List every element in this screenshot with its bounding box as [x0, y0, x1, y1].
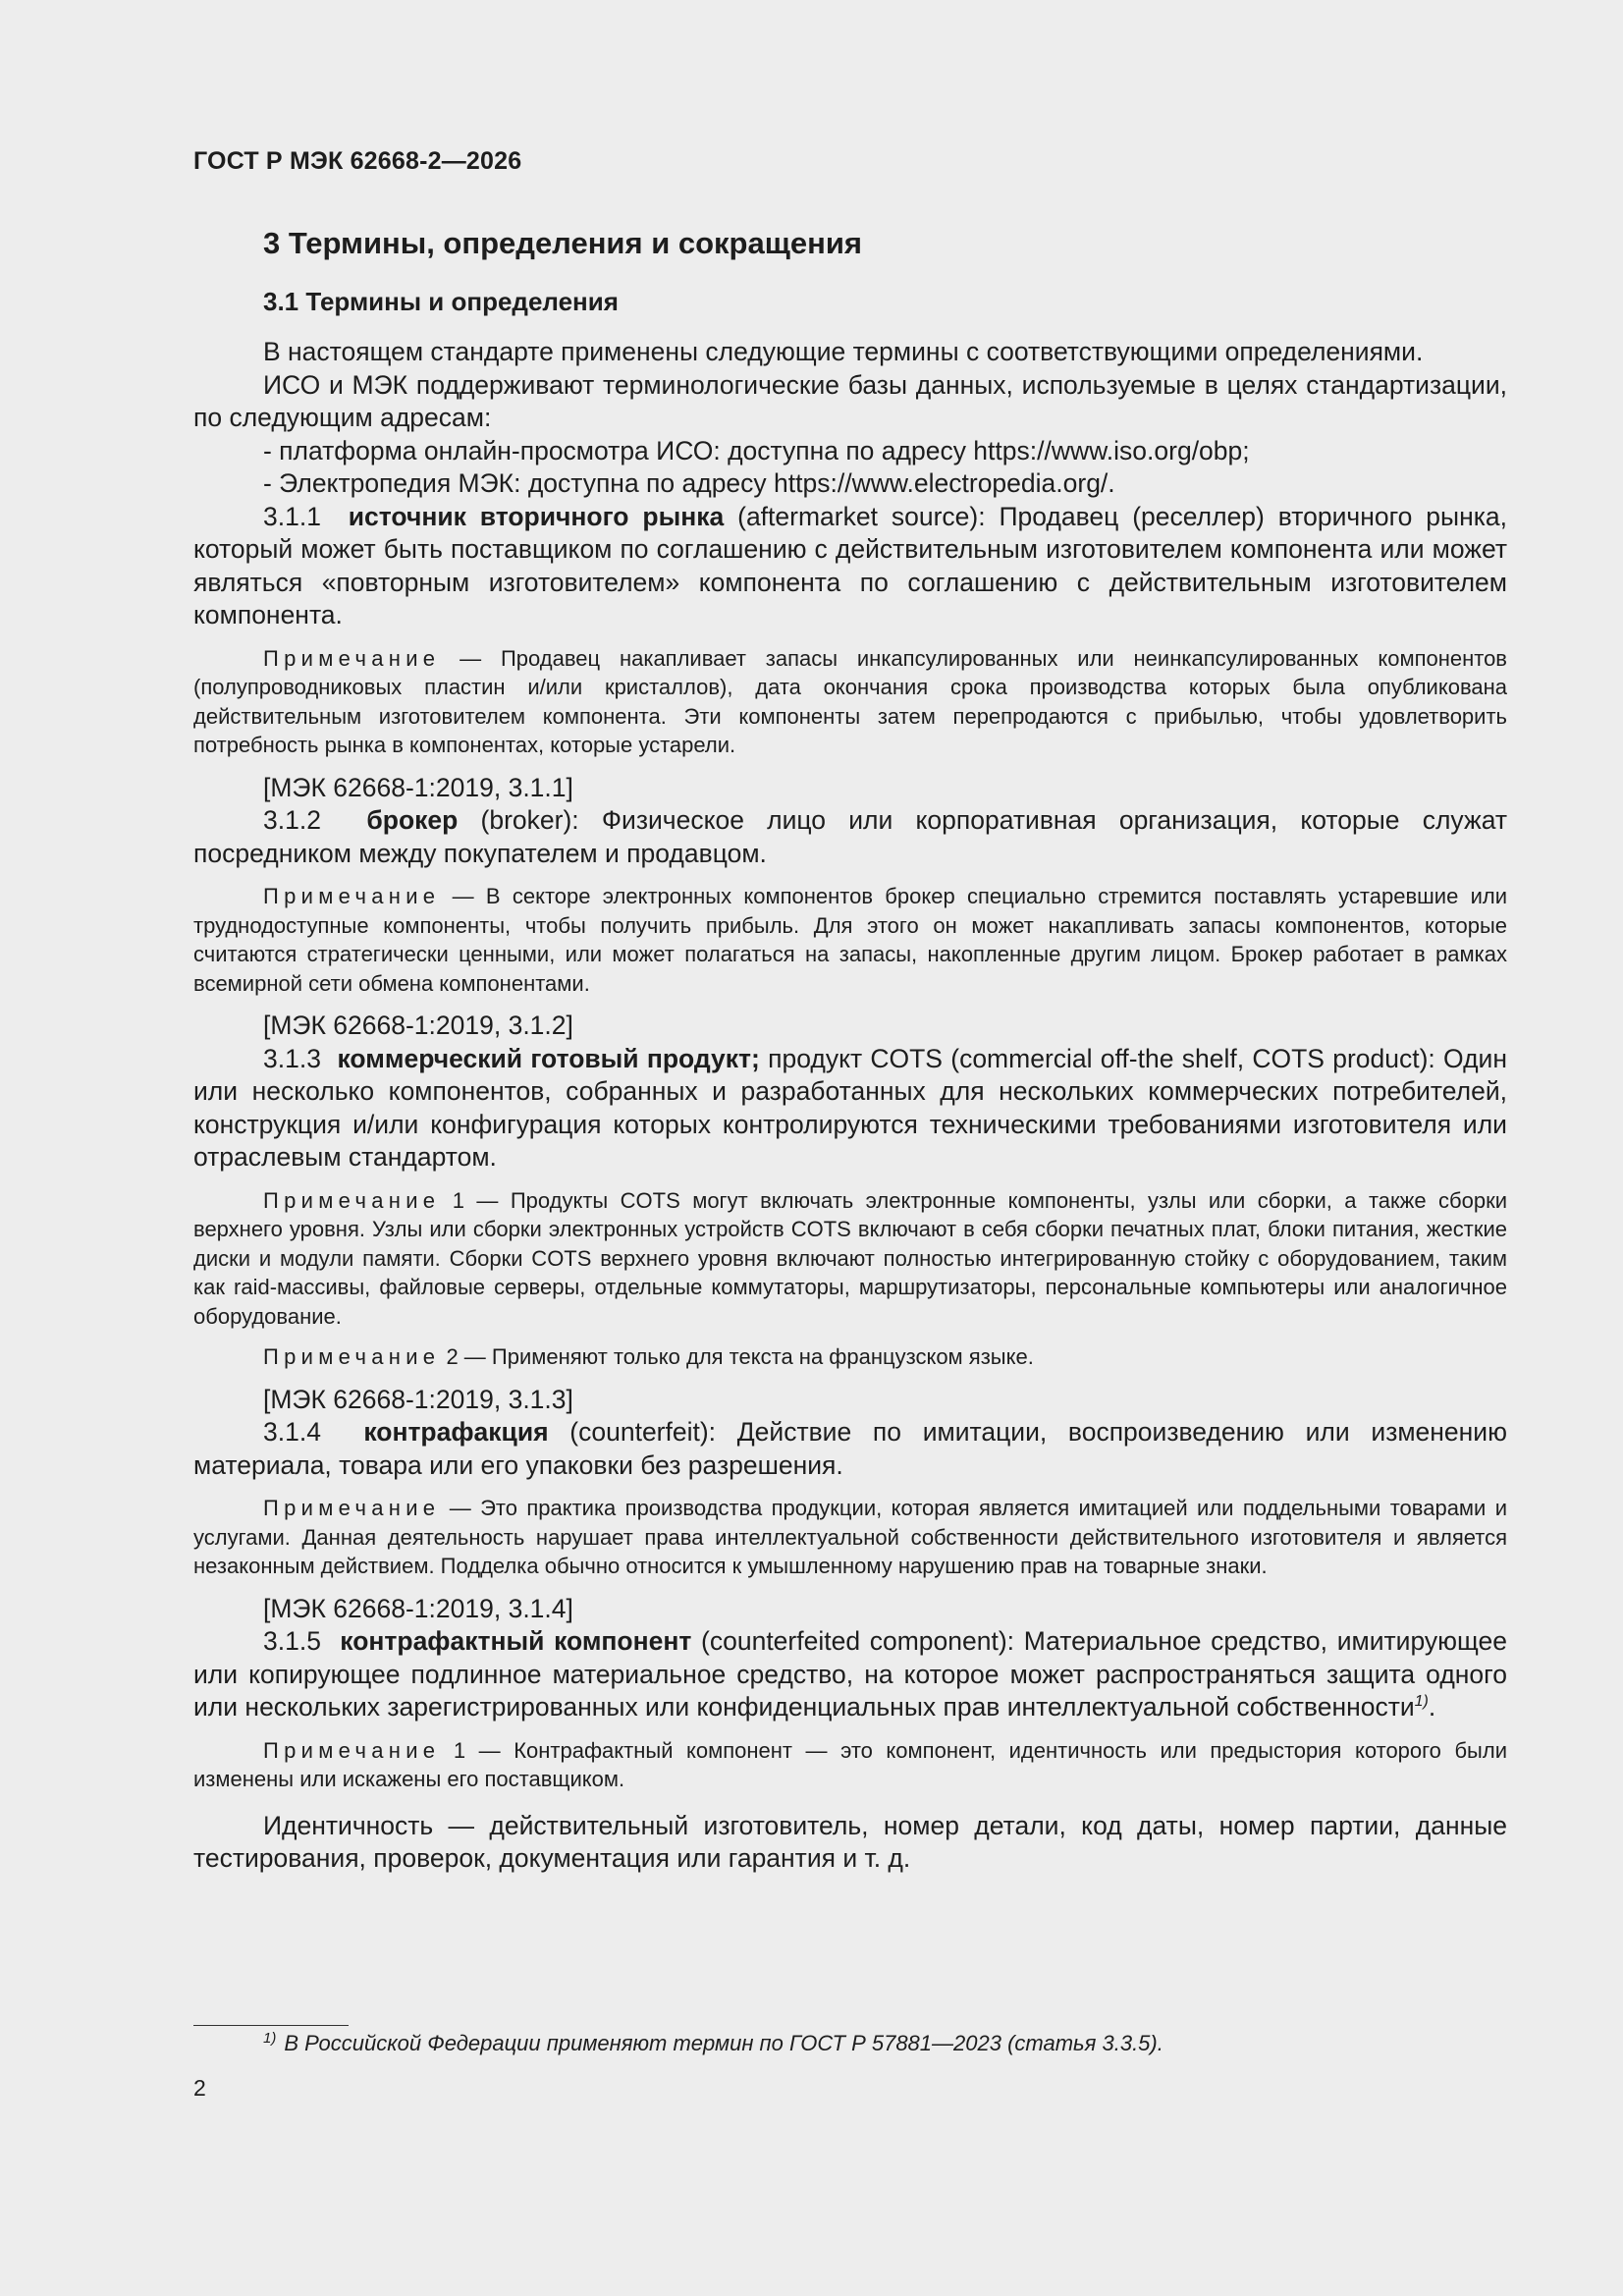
intro-paragraph: ИСО и МЭК поддерживают терминологические базы данных, используемые в целях стандартизации, по следующим адресам:	[193, 369, 1507, 432]
term-source: [МЭК 62668-1:2019, 3.1.4]	[263, 1593, 573, 1623]
note-label: Примечание	[263, 1496, 441, 1520]
footnote-mark: 1)	[263, 2029, 277, 2047]
term-note	[193, 1186, 1507, 1332]
document-header: ГОСТ Р МЭК 62668-2—2026	[193, 147, 522, 175]
footnote	[263, 2031, 1163, 2056]
note-label: Примечание	[263, 884, 441, 908]
term-note	[193, 1736, 1507, 1794]
note-text: 1 — Контрафактный компонент — это компонент, идентичность или предыстория которого были изменены или искажены его поставщиком.	[193, 1737, 1507, 1791]
term-note	[193, 1342, 1507, 1372]
note-text: 1 — Продукты COTS могут включать электронные компоненты, узлы или сборки, а также сборки верхнего уровня. Узлы или сборки электронных устройств COTS включают в себя сборки печатных плат, блоки питания, жесткие диски и модули памяти. Сборки COTS верхнего уровня включают полностью интегрированную стойку с оборудованием, таким как raid-массивы, файловые серверы, отдельные коммутаторы, маршрутизаторы, персональные компьютеры или аналогичное оборудование.	[193, 1187, 1507, 1329]
term-definition: продукт COTS (commercial off-the shelf, COTS product): Один или несколько компонентов, собранных и разработанных для нескольких коммерческих потребителей, конструкция и/или конфигурация которых контролируются техническими требованиями изготовителя или отраслевым стандартом.	[193, 1043, 1507, 1172]
page-number: 2	[193, 2075, 206, 2101]
term-name: источник вторичного рынка	[348, 501, 725, 531]
term-number: 3.1.3	[263, 1043, 321, 1073]
term-source: [МЭК 62668-1:2019, 3.1.3]	[263, 1384, 573, 1414]
term-number: 3.1.5	[263, 1626, 321, 1656]
term-definition: (counterfeited component): Материальное средство, имитирующее или копирующее подлинное материальное средство, на которое может распространяться защита одного или нескольких зарегистрированных или конфиденциальных прав интеллектуальной собственности	[193, 1626, 1507, 1722]
term-note	[193, 882, 1507, 998]
term-name: коммерческий готовый продукт;	[337, 1043, 760, 1073]
term-note	[193, 644, 1507, 760]
term-entry	[193, 1043, 1507, 1175]
note-text: 2 — Применяют только для текста на французском языке.	[440, 1344, 1034, 1369]
note-label: Примечание	[263, 1344, 441, 1369]
list-item: - платформа онлайн-просмотра ИСО: доступна по адресу https://www.iso.org/obp;	[263, 435, 1250, 465]
footnote-divider	[193, 2025, 349, 2026]
term-entry	[193, 501, 1507, 632]
body-text	[193, 336, 1507, 1876]
term-entry	[193, 1625, 1507, 1724]
note-text: — Продавец накапливает запасы инкапсулированных или неинкапсулированных компонентов (полупроводниковых пластин и/или кристаллов), дата окончания срока производства которых была опубликована действительным изготовителем компонента. Эти компоненты затем перепродаются с прибылью, чтобы удовлетворить потребность рынка в компонентах, которые устарели.	[193, 645, 1507, 757]
footnote-text: В Российской Федерации применяют термин по ГОСТ Р 57881—2023 (статья 3.3.5).	[284, 2031, 1163, 2055]
term-number: 3.1.2	[263, 805, 321, 835]
note-label: Примечание	[263, 645, 441, 671]
term-name: контрафакция	[363, 1417, 549, 1447]
term-note	[193, 1494, 1507, 1581]
footnote-reference[interactable]: 1)	[1414, 1693, 1429, 1711]
term-entry	[193, 1416, 1507, 1482]
term-definition: (broker): Физическое лицо или корпоративная организация, которые служат посредником между покупателем и продавцом.	[193, 805, 1507, 868]
term-source: [МЭК 62668-1:2019, 3.1.2]	[263, 1011, 573, 1040]
body-paragraph: Идентичность — действительный изготовитель, номер детали, код даты, номер партии, данные тестирования, проверок, документация или гарантия и т. д.	[193, 1810, 1507, 1873]
term-name: контрафактный компонент	[340, 1626, 692, 1656]
term-definition: (counterfeit): Действие по имитации, воспроизведению или изменению материала, товара или его упаковки без разрешения.	[193, 1417, 1507, 1480]
note-label: Примечание	[263, 1187, 441, 1213]
note-label: Примечание	[263, 1737, 441, 1763]
term-entry	[193, 804, 1507, 870]
term-definition: (aftermarket source): Продавец (реселлер) вторичного рынка, который может быть поставщиком по соглашению с действительным изготовителем компонента или может являться «повторным изготовителем» компонента по соглашению с действительным изготовителем компонента.	[193, 501, 1507, 629]
intro-paragraph: В настоящем стандарте применены следующие термины с соответствующими определениями.	[263, 337, 1424, 366]
term-source: [МЭК 62668-1:2019, 3.1.1]	[263, 772, 573, 802]
subsection-title: 3.1 Термины и определения	[263, 287, 619, 316]
term-number: 3.1.4	[263, 1417, 321, 1447]
term-definition-end: .	[1428, 1692, 1436, 1722]
note-text: — В секторе электронных компонентов брокер специально стремится поставлять устаревшие или труднодоступные компоненты, чтобы получить прибыль. Для этого он может накапливать запасы компонентов, которые считаются стратегически ценными, или может полагаться на запасы, накопленные другим лицом. Брокер работает в рамках всемирной сети обмена компонентами.	[193, 884, 1507, 996]
term-name: брокер	[366, 805, 459, 835]
term-number: 3.1.1	[263, 501, 321, 531]
list-item: - Электропедия МЭК: доступна по адресу https://www.electropedia.org/.	[263, 468, 1115, 498]
note-text: — Это практика производства продукции, которая является имитацией или поддельными товарами и услугами. Данная деятельность нарушает права интеллектуальной собственности действительного изготовителя и является незаконным действием. Подделка обычно относится к умышленному нарушению прав на товарные знаки.	[193, 1496, 1507, 1578]
section-title: 3 Термины, определения и сокращения	[263, 226, 862, 260]
